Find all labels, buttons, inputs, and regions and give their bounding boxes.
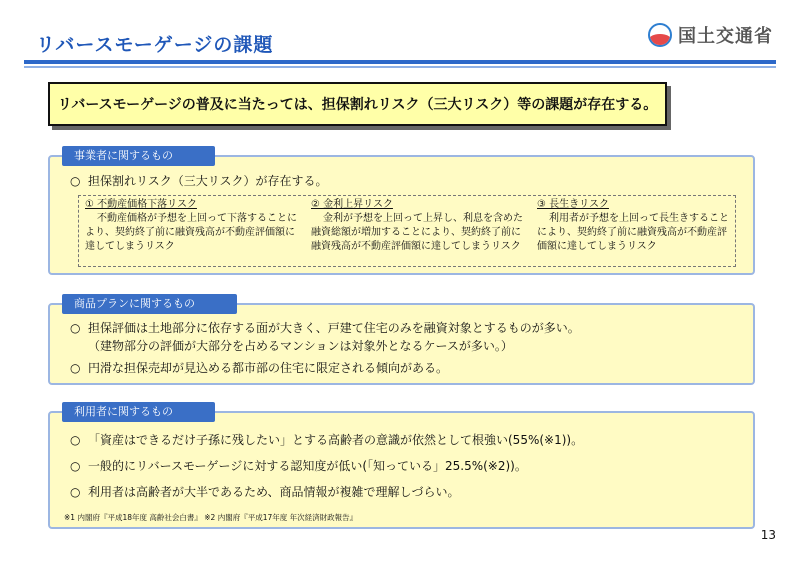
product-section (48, 297, 755, 385)
business-section-tab: 事業者に関するもの (62, 146, 215, 166)
user-item: ○ 「資産はできるだけ子孫に残したい」とする高齢者の意識が依然として根強い(55%(※1))。 (70, 433, 584, 447)
user-section (48, 405, 755, 529)
user-item: ○ 利用者は高齢者が大半であるため、商品情報が複雑で理解しづらい。 (70, 485, 460, 499)
ministry-logo-text: 国土交通省 (678, 26, 773, 47)
product-item: ○ 円滑な担保売却が見込める都市部の住宅に限定される傾向がある。 (70, 361, 449, 375)
title-rule-secondary (24, 66, 776, 68)
page-title: リバースモーゲージの課題 (36, 34, 274, 56)
summary-box: リバースモーゲージの普及に当たっては、担保割れリスク（三大リスク）等の課題が存在する。 (48, 82, 667, 126)
bullet-circle-icon: ○ (70, 361, 81, 375)
risk-description: 金利が予想を上回って上昇し、利息を含めた融資総額が増加することにより、契約終了前に融資残高が不動産評価額に達してしまうリスク (311, 213, 523, 252)
product-item: （建物部分の評価が大部分を占めるマンションは対象外となるケースが多い。） (88, 339, 513, 353)
risk-title: ② 金利上昇リスク (311, 199, 393, 210)
bullet-circle-icon: ○ (70, 485, 81, 499)
page-number: 13 (760, 528, 776, 542)
title-rule (24, 60, 776, 64)
risk-item (311, 198, 523, 254)
bullet-circle-icon: ○ (70, 321, 81, 335)
product-item: ○ 担保評価は土地部分に依存する面が大きく、戸建て住宅のみを融資対象とするものが多い。 (70, 321, 580, 335)
business-section (48, 149, 755, 275)
user-item: ○ 一般的にリバースモーゲージに対する認知度が低い(「知っている」25.5%(※2))。 (70, 459, 527, 473)
footnotes: ※1 内閣府『平成18年度 高齢社会白書』 ※2 内閣府『平成17年度 年次経済財政報告』 (64, 513, 358, 522)
user-section-tab: 利用者に関するもの (62, 402, 215, 422)
business-lead: ○ 担保割れリスク（三大リスク）が存在する。 (70, 174, 328, 188)
risk-description: 不動産価格が予想を上回って下落することにより、契約終了前に融資残高が不動産評価額に達してしまうリスク (85, 213, 297, 252)
bullet-circle-icon: ○ (70, 174, 81, 188)
risk-item (537, 198, 729, 254)
ministry-logo-icon (648, 23, 672, 47)
bullet-circle-icon: ○ (70, 459, 81, 473)
product-section-tab: 商品プランに関するもの (62, 294, 237, 314)
ministry-logo (648, 22, 773, 48)
risk-title: ① 不動産価格下落リスク (85, 199, 197, 210)
risk-title: ③ 長生きリスク (537, 199, 609, 210)
risk-list (78, 195, 736, 267)
risk-item (85, 198, 297, 254)
risk-description: 利用者が予想を上回って長生きすることにより、契約終了前に融資残高が不動産評価額に達してしまうリスク (537, 213, 729, 252)
bullet-circle-icon: ○ (70, 433, 81, 447)
